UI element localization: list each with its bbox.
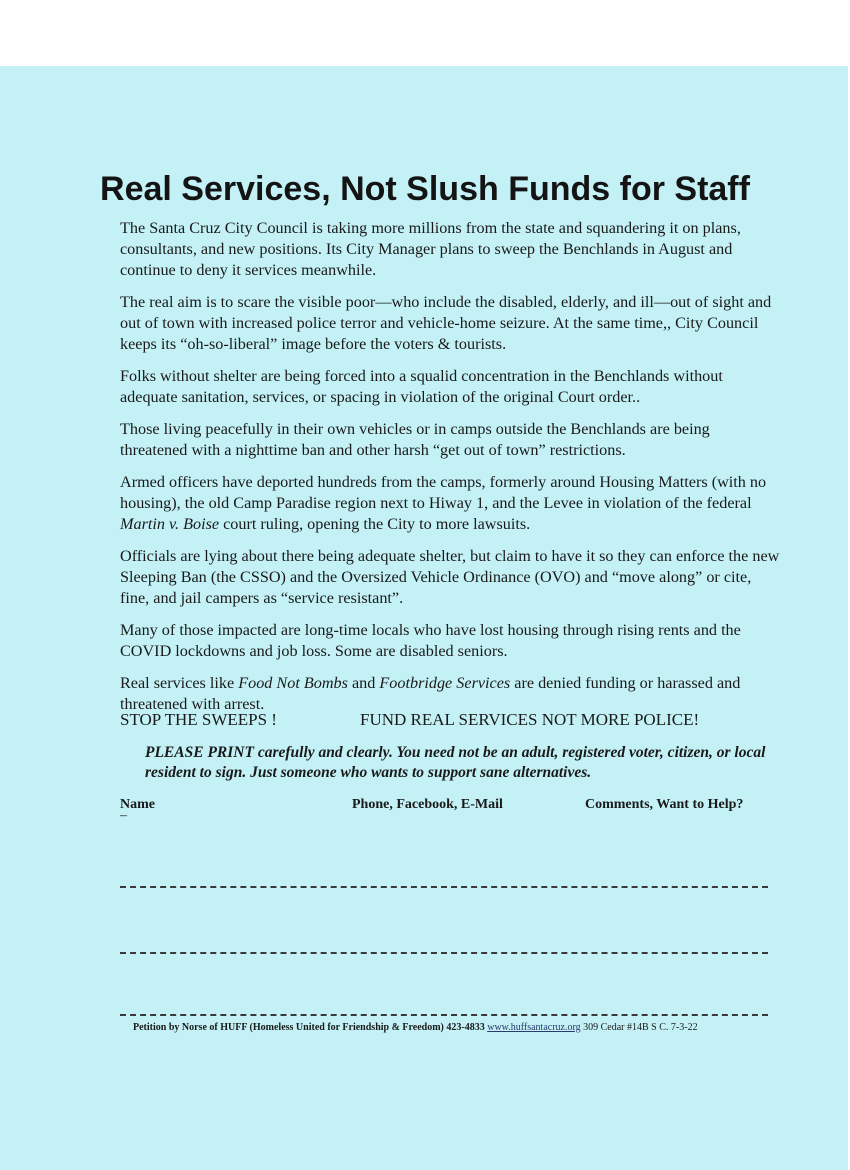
paragraph-vehicles: Those living peacefully in their own vehicles or in camps outside the Benchlands are being threatened with a nighttime ban and other harsh “get out of town” restrictions. — [120, 420, 710, 459]
paragraph-real-aim: The real aim is to scare the visible poor—who include the disabled, elderly, and ill—out of sight and out of town with increased police terror and vehicle-home seizure. At the same time,, City Council keeps its “oh-so-liberal” image before the voters & tourists. — [120, 293, 772, 353]
paragraph-council: The Santa Cruz City Council is taking more millions from the state and squandering it on plans, consultants, and new positions. Its City Manager plans to sweep the Benchlands in August and continue to deny it services meanwhile. — [120, 219, 741, 279]
slogan-fund-services: FUND REAL SERVICES NOT MORE POLICE! — [360, 710, 700, 729]
paragraph-real-services: Real services like Food Not Bombs and Footbridge Services are denied funding or harassed and threatened with arrest. — [120, 674, 741, 713]
column-header-name: Name — [120, 797, 155, 812]
paragraph-locals: Many of those impacted are long-time locals who have lost housing through rising rents and the COVID lockdowns and job loss. Some are disabled seniors. — [120, 621, 741, 660]
signature-line-2[interactable] — [120, 952, 768, 954]
column-header-comments: Comments, Want to Help? — [585, 797, 744, 812]
page-title: Real Services, Not Slush Funds for Staff — [100, 170, 750, 208]
slogans — [120, 710, 770, 730]
signature-line-3[interactable] — [120, 1014, 768, 1016]
slogan-stop-sweeps: STOP THE SWEEPS ! — [120, 710, 277, 729]
paragraph-benchlands: Folks without shelter are being forced into a squalid concentration in the Benchlands without adequate sanitation, services, or spacing in violation of the original Court order.. — [120, 367, 723, 406]
paragraph-armed-officers: Armed officers have deported hundreds from the camps, formerly around Housing Matters (with no housing), the old Camp Paradise region next to Hiway 1, and the Levee in violation of the federal Martin v. Boise court ruling, opening the City to more lawsuits. — [120, 473, 767, 533]
footer-sponsor: Petition by Norse of HUFF (Homeless United for Friendship & Freedom) 423-4833 — [133, 1022, 488, 1033]
footer-address: 309 Cedar #14B S C. 7-3-22 — [580, 1022, 698, 1033]
signing-instructions: PLEASE PRINT carefully and clearly. You need not be an adult, registered voter, citizen, or local resident to sign. Just someone who wants to support sane alternatives. — [145, 744, 766, 781]
column-header-contact: Phone, Facebook, E-Mail — [352, 797, 503, 812]
signature-line-1[interactable] — [120, 886, 768, 888]
paragraph-officials: Officials are lying about there being adequate shelter, but claim to have it so they can enforce the new Sleeping Ban (the CSSO) and the Oversized Vehicle Ordinance (OVO) and “move along” or cite, fine, and jail campers as “service resistant”. — [120, 547, 780, 607]
footer-website-link[interactable]: www.huffsantacruz.org — [487, 1022, 581, 1033]
petition-footer — [133, 1022, 773, 1033]
tick-mark: – — [120, 808, 127, 823]
body-text — [120, 218, 780, 726]
